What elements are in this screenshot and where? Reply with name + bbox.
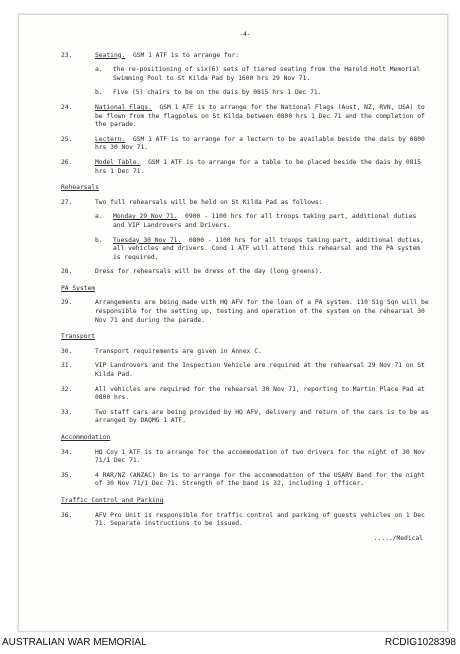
section-heading-accommodation: Accommodation xyxy=(61,434,111,441)
paragraph-text: GSM 1 ATF is to arrange for a lectern to be available beside the dais by 0800 hrs 30 Nov 71. xyxy=(95,135,425,152)
record-id: RCDIG1028398 xyxy=(384,637,456,648)
paragraph-text: 4 RAR/NZ (ANZAC) Bn is to arrange for the accommodation of the USARV Band for the night of 30 Nov 71/1 Dec 71. Strength of the band is 32, including 1 officer. xyxy=(95,471,425,488)
paragraph-number: 23. xyxy=(61,51,73,59)
paragraph-27 xyxy=(61,199,429,208)
paragraph-28 xyxy=(61,268,429,277)
section-heading-rehearsals: Rehearsals xyxy=(61,184,99,192)
paragraph-text: AFV Pro Unit is responsible for traffic control and parking of guests vehicles on 1 Dec 71. Separate instructions to be issued. xyxy=(95,511,425,528)
paragraph-title: Lectern. xyxy=(95,135,126,143)
paragraph-30 xyxy=(61,348,429,357)
sub-title: Tuesday 30 Nov 71. xyxy=(113,236,182,244)
subparagraph-27b xyxy=(95,237,429,263)
sub-letter: a. xyxy=(95,66,103,74)
paragraph-34 xyxy=(61,449,429,466)
paragraph-text: GSM 1 ATF is to arrange for a table to be placed beside the dais by 0815 hrs 1 Dec 71. xyxy=(95,158,422,175)
paragraph-35 xyxy=(61,472,429,489)
paragraph-text: Two full rehearsals will be held on St Kilda Pad as follows: xyxy=(95,198,323,206)
page-number: -4- xyxy=(239,31,251,38)
paragraph-number: 29. xyxy=(61,299,73,307)
paragraph-text: GSM 1 ATF is to arrange for: xyxy=(132,51,240,59)
sub-letter: b. xyxy=(95,89,103,97)
sub-text: 0800 - 1100 hrs for all troops taking part, additional duties, all vehicles and drivers. Cond 1 ATF will attend this rehearsal and the PA system is required. xyxy=(113,236,424,261)
paragraph-text: VIP Landrovers and the Inspection Vehicle are required at the rehearsal 29 Nov 71 on St Kilda Pad. xyxy=(95,362,425,379)
document-body xyxy=(61,31,429,543)
subparagraph-23a xyxy=(95,66,429,83)
paragraph-text: HQ Coy 1 ATF is to arrange for the accommodation of two drivers for the night of 30 Nov 71/1 Dec 71. xyxy=(95,448,425,465)
archive-credit-bar xyxy=(0,632,460,654)
section-heading-traffic-control: Traffic Control and Parking xyxy=(61,496,164,504)
paragraph-text: Two staff cars are being provided by HQ AFV, delivery and return of the cars is to be as arranged by DAQMG 1 ATF. xyxy=(95,408,429,425)
sub-text: 0900 - 1100 hrs for all troops taking part, additional duties and VIP Landrovers and Drivers. xyxy=(113,213,417,229)
paragraph-number: 34. xyxy=(61,448,73,456)
paragraph-number: 33. xyxy=(61,408,73,416)
paragraph-24 xyxy=(61,104,429,130)
paragraph-number: 35. xyxy=(61,471,73,479)
paragraph-number: 28. xyxy=(61,268,73,276)
sub-title: Monday 29 Nov 71. xyxy=(113,213,178,221)
sub-letter: a. xyxy=(95,213,103,221)
paragraph-number: 36. xyxy=(61,511,73,519)
sub-text: the re-positioning of six(6) sets of tiered seating from the Harold Holt Memorial Swimming Pool to St Kilda Pad by 1600 hrs 29 Nov 71. xyxy=(113,66,421,82)
paragraph-number: 32. xyxy=(61,385,73,393)
section-heading-transport: Transport xyxy=(61,333,96,341)
paragraph-title: National Flags. xyxy=(95,103,152,111)
paragraph-text: Transport requirements are given in Annex C. xyxy=(95,347,262,355)
paragraph-31 xyxy=(61,362,429,379)
paragraph-25 xyxy=(61,136,429,153)
paragraph-number: 26. xyxy=(61,158,73,166)
paragraph-text: All vehicles are required for the rehearsal 30 Nov 71, reporting to Martin Place Pad at 0800 hrs. xyxy=(95,385,425,402)
paragraph-number: 24. xyxy=(61,103,73,111)
paragraph-text: GSM 1 ATF is to arrange for the National Flags (Aust, NZ, RVN, USA) to be flown from the flagpoles on St Kilda between 0800 hrs 1 Dec 71 and the completion of the parade. xyxy=(95,103,425,129)
paragraph-29 xyxy=(61,299,429,325)
document-page xyxy=(18,14,448,632)
subparagraph-23b xyxy=(95,89,429,98)
paragraph-36 xyxy=(61,512,429,529)
paragraph-33 xyxy=(61,409,429,426)
paragraph-23 xyxy=(61,52,429,61)
paragraph-text: Dress for rehearsals will be dress of the day (long greens). xyxy=(95,268,323,276)
paragraph-text: Arrangements are being made with HQ AFV for the loan of a PA system. 110 Sig Sqn will be responsible for the setting up, testing and operation of the system on the rehearsal 30 Nov 71 and during the parade. xyxy=(95,299,429,324)
paragraph-number: 31. xyxy=(61,362,73,370)
paragraph-number: 27. xyxy=(61,198,73,206)
paragraph-number: 25. xyxy=(61,135,73,143)
paragraph-title: Seating. xyxy=(95,51,126,59)
sub-letter: b. xyxy=(95,236,103,244)
sub-text: Five (5) chairs to be on the dais by 0815 hrs 1 Dec 71. xyxy=(113,89,322,97)
continuation-marker: ...../Medical xyxy=(373,534,423,542)
subparagraph-27a xyxy=(95,213,429,230)
paragraph-26 xyxy=(61,159,429,176)
section-heading-pa-system: PA System xyxy=(61,284,96,292)
paragraph-32 xyxy=(61,386,429,403)
paragraph-number: 30. xyxy=(61,347,73,355)
paragraph-title: Model Table. xyxy=(95,158,141,166)
archive-credit: AUSTRALIAN WAR MEMORIAL xyxy=(2,637,147,648)
